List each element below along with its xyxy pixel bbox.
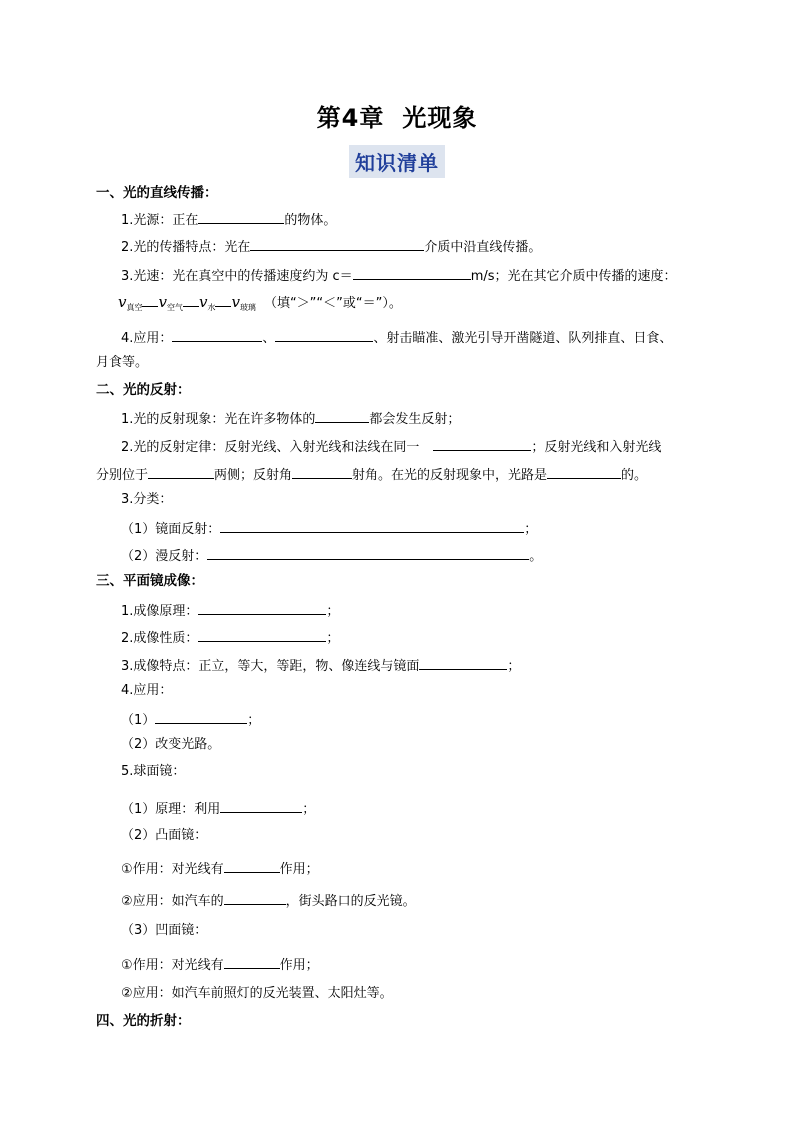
answer-blank xyxy=(155,709,247,724)
text: ； xyxy=(326,604,340,619)
s3-line-2 xyxy=(121,627,339,648)
text: ①作用：对光线有 xyxy=(121,958,224,973)
text: ②应用：如汽车的 xyxy=(121,894,224,909)
text: 3.成像特点：正立，等大，等距，物、像连线与镜面 xyxy=(121,659,420,674)
text: ，街头路口的反光镜。 xyxy=(285,894,416,909)
s3-line-5d xyxy=(121,890,416,911)
page-title xyxy=(0,98,794,133)
text: 、 xyxy=(262,331,276,346)
text: ；反射光线和入射光线 xyxy=(531,440,662,455)
s1-line-3b xyxy=(118,292,402,317)
answer-blank xyxy=(172,327,262,342)
text: （1）原理：利用 xyxy=(121,802,221,817)
answer-blank xyxy=(148,464,214,479)
answer-blank xyxy=(207,545,529,560)
s3-line-5b: （2）凸面镜： xyxy=(121,828,208,843)
s3-line-4b: （2）改变光路。 xyxy=(121,737,221,752)
text: （2）漫反射： xyxy=(121,549,208,564)
symbol-v: v xyxy=(231,293,240,311)
answer-blank xyxy=(353,265,471,280)
text: 、射击瞄准、激光引导开凿隧道、队列排直、日食、 xyxy=(373,331,673,346)
text: 作用； xyxy=(279,862,319,877)
text: 都会发生反射； xyxy=(369,412,461,427)
s3-line-4: 4.应用： xyxy=(121,683,173,698)
s3-line-1 xyxy=(121,600,339,621)
text: 1.光的反射现象：光在许多物体的 xyxy=(121,412,316,427)
s1-line-4 xyxy=(121,327,672,348)
answer-blank xyxy=(220,798,302,813)
s3-line-5e: （3）凹面镜： xyxy=(121,923,208,938)
s2-line-3a xyxy=(121,518,537,539)
subscript: 真空 xyxy=(126,303,143,312)
symbol-v: v xyxy=(158,293,167,311)
text: 2.成像性质： xyxy=(121,631,199,646)
text: 射角。在光的反射现象中，光路是 xyxy=(352,468,548,483)
text: ； xyxy=(247,713,261,728)
s1-line-1 xyxy=(121,209,336,230)
text: 2.光的传播特点：光在 xyxy=(121,240,251,255)
text: 4.应用： xyxy=(121,331,173,346)
answer-blank xyxy=(224,858,280,873)
s1-line-3 xyxy=(121,265,677,286)
answer-blank xyxy=(547,464,621,479)
s2-line-2b xyxy=(96,464,647,485)
answer-blank xyxy=(433,436,531,451)
section-heading-1: 一、光的直线传播： xyxy=(96,185,218,201)
answer-blank xyxy=(198,627,326,642)
answer-blank xyxy=(292,464,352,479)
s2-line-3b xyxy=(121,545,542,566)
answer-blank xyxy=(215,292,231,307)
text: 1.光源：正在 xyxy=(121,213,199,228)
answer-blank xyxy=(142,292,158,307)
s2-line-1 xyxy=(121,408,460,429)
s3-line-5a xyxy=(121,798,315,819)
s3-line-3 xyxy=(121,655,520,676)
text: m/s；光在其它介质中传播的速度： xyxy=(470,269,677,284)
text: 介质中沿直线传播。 xyxy=(424,240,542,255)
chapter-topic: 光现象 xyxy=(402,104,478,132)
chapter-number: 第4章 xyxy=(316,104,385,132)
subscript: 玻璃 xyxy=(239,303,256,312)
symbol-v: v xyxy=(118,293,127,311)
text: ； xyxy=(302,802,316,817)
text: ①作用：对光线有 xyxy=(121,862,224,877)
s1-line-2 xyxy=(121,236,541,257)
answer-blank xyxy=(198,600,326,615)
answer-blank xyxy=(250,236,424,251)
text: 的物体。 xyxy=(284,213,337,228)
text: 。 xyxy=(529,549,543,564)
subscript: 水 xyxy=(207,303,216,312)
answer-blank xyxy=(220,518,524,533)
text: 2.光的反射定律：反射光线、入射光线和法线在同一 xyxy=(121,440,420,455)
answer-blank xyxy=(315,408,369,423)
text: 1.成像原理： xyxy=(121,604,199,619)
text: ； xyxy=(524,522,538,537)
text: 作用； xyxy=(279,958,319,973)
answer-blank xyxy=(224,890,286,905)
text: 的。 xyxy=(621,468,648,483)
answer-blank xyxy=(198,209,284,224)
answer-blank xyxy=(224,954,280,969)
s2-line-2 xyxy=(121,436,661,457)
subscript: 空气 xyxy=(166,303,183,312)
text: （1）镜面反射： xyxy=(121,522,221,537)
text: 3.光速：光在真空中的传播速度约为 c＝ xyxy=(121,269,353,284)
answer-blank xyxy=(419,655,507,670)
s3-line-4a xyxy=(121,709,260,730)
subtitle-banner xyxy=(0,145,794,178)
symbol-v: v xyxy=(198,293,208,311)
section-heading-3: 三、平面镜成像： xyxy=(96,573,204,589)
s3-line-5f xyxy=(121,954,319,975)
s3-line-5: 5.球面镜： xyxy=(121,764,186,779)
text: ； xyxy=(326,631,340,646)
text: ； xyxy=(507,659,521,674)
s3-line-5g: ②应用：如汽车前照灯的反光装置、太阳灶等。 xyxy=(121,986,393,1001)
s3-line-5c xyxy=(121,858,319,879)
text: 两侧；反射角 xyxy=(214,468,293,483)
s2-line-3: 3.分类： xyxy=(121,492,173,507)
text: 分别位于 xyxy=(96,468,149,483)
section-heading-2: 二、光的反射： xyxy=(96,382,191,398)
s1-line-4b: 月食等。 xyxy=(96,355,149,370)
subtitle: 知识清单 xyxy=(349,145,445,178)
text: （填“＞”“＜”或“＝”）。 xyxy=(263,296,402,311)
text: （1） xyxy=(121,713,156,728)
answer-blank xyxy=(275,327,373,342)
answer-blank xyxy=(183,292,199,307)
section-heading-4: 四、光的折射： xyxy=(96,1013,191,1029)
